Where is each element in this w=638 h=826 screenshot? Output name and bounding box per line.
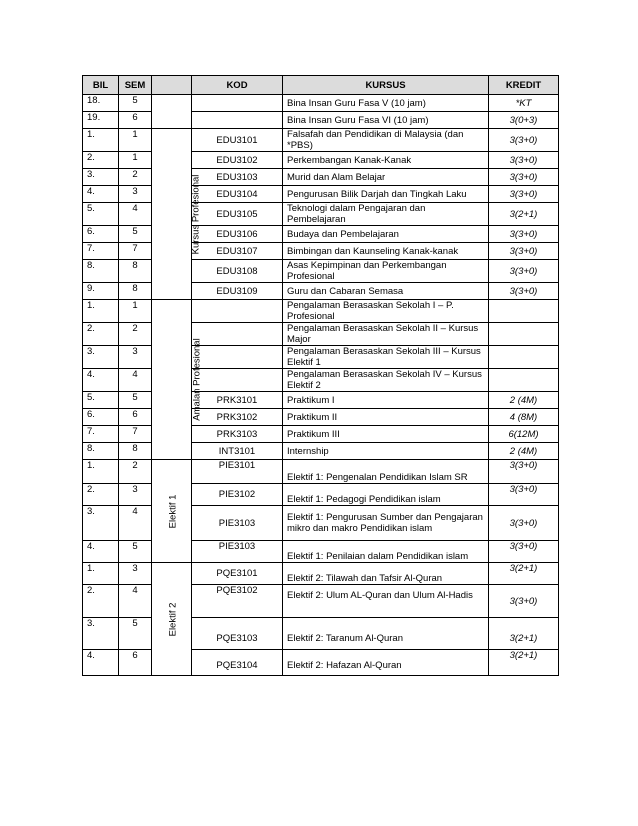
kredit-cell xyxy=(489,346,559,369)
bil-cell: 1. xyxy=(83,300,119,323)
bil-cell: 7. xyxy=(83,426,119,443)
kursus-cell: Pengalaman Berasaskan Sekolah III – Kursus Elektif 1 xyxy=(283,346,489,369)
kursus-cell: Murid dan Alam Belajar xyxy=(283,169,489,186)
kredit-cell: 3(3+0) xyxy=(489,169,559,186)
bil-cell: 19. xyxy=(83,112,119,129)
header-kod: KOD xyxy=(192,76,283,95)
bil-cell: 8. xyxy=(83,443,119,460)
sem-cell: 3 xyxy=(119,484,152,506)
kod-cell: PIE3103 xyxy=(192,506,283,541)
group-label: Amalan Profesional xyxy=(191,338,203,421)
kredit-cell xyxy=(489,369,559,392)
sem-cell: 3 xyxy=(119,563,152,585)
sem-cell: 1 xyxy=(119,300,152,323)
kod-cell: PQE3101 xyxy=(192,563,283,585)
group-elektif-1 xyxy=(152,460,192,563)
sem-cell: 4 xyxy=(119,506,152,541)
kursus-cell: Pengalaman Berasaskan Sekolah II – Kursus Major xyxy=(283,323,489,346)
sem-cell: 7 xyxy=(119,243,152,260)
kod-cell: EDU3101 xyxy=(192,129,283,152)
kursus-cell: Elektif 2: Hafazan Al-Quran xyxy=(283,650,489,676)
kod-cell: PRK3103 xyxy=(192,426,283,443)
kredit-cell: 3(3+0) xyxy=(489,129,559,152)
sem-cell: 6 xyxy=(119,650,152,676)
group-label: Elektif 1 xyxy=(167,494,179,528)
kredit-cell: 3(3+0) xyxy=(489,226,559,243)
kod-cell: PQE3102 xyxy=(192,585,283,618)
kod-cell xyxy=(192,300,283,323)
header-group xyxy=(152,76,192,95)
kredit-cell: 3(3+0) xyxy=(489,186,559,203)
bil-cell: 3. xyxy=(83,506,119,541)
kod-cell: PIE3101 xyxy=(192,460,283,484)
kod-cell: PIE3103 xyxy=(192,541,283,563)
sem-cell: 3 xyxy=(119,186,152,203)
sem-cell: 8 xyxy=(119,260,152,283)
kursus-cell: Budaya dan Pembelajaran xyxy=(283,226,489,243)
kod-cell: PQE3103 xyxy=(192,618,283,650)
sem-cell: 6 xyxy=(119,409,152,426)
kredit-cell: 3(3+0) xyxy=(489,541,559,563)
kursus-cell: Asas Kepimpinan dan Perkembangan Profesional xyxy=(283,260,489,283)
bil-cell: 18. xyxy=(83,95,119,112)
bil-cell: 5. xyxy=(83,203,119,226)
sem-cell: 1 xyxy=(119,129,152,152)
table-row xyxy=(83,563,559,585)
kod-cell: PIE3102 xyxy=(192,484,283,506)
kursus-cell: Elektif 1: Pedagogi Pendidikan islam xyxy=(283,484,489,506)
sem-cell: 2 xyxy=(119,323,152,346)
table-row xyxy=(83,129,559,152)
bil-cell: 6. xyxy=(83,409,119,426)
kod-cell xyxy=(192,112,283,129)
sem-cell: 4 xyxy=(119,203,152,226)
course-table xyxy=(82,75,559,676)
header-sem: SEM xyxy=(119,76,152,95)
bil-cell: 6. xyxy=(83,226,119,243)
sem-cell: 5 xyxy=(119,226,152,243)
kursus-cell: Pengurusan Bilik Darjah dan Tingkah Laku xyxy=(283,186,489,203)
kursus-cell: Bina Insan Guru Fasa V (10 jam) xyxy=(283,95,489,112)
bil-cell: 4. xyxy=(83,369,119,392)
kredit-cell: 2 (4M) xyxy=(489,392,559,409)
sem-cell: 7 xyxy=(119,426,152,443)
kredit-cell: 6(12M) xyxy=(489,426,559,443)
kod-cell: EDU3107 xyxy=(192,243,283,260)
bil-cell: 4. xyxy=(83,186,119,203)
kod-cell: EDU3105 xyxy=(192,203,283,226)
kursus-cell: Elektif 2: Ulum AL-Quran dan Ulum Al-Hadis xyxy=(283,585,489,618)
group-label: Kursus Profesional xyxy=(190,174,202,254)
bil-cell: 5. xyxy=(83,392,119,409)
kod-cell: EDU3109 xyxy=(192,283,283,300)
sem-cell: 2 xyxy=(119,169,152,186)
bil-cell: 1. xyxy=(83,129,119,152)
group-elektif-2 xyxy=(152,563,192,676)
group-amalan-profesional xyxy=(152,300,203,460)
sem-cell: 3 xyxy=(119,346,152,369)
kursus-cell: Praktikum III xyxy=(283,426,489,443)
header-bil: BIL xyxy=(83,76,119,95)
bil-cell: 4. xyxy=(83,650,119,676)
sem-cell: 4 xyxy=(119,585,152,618)
kredit-cell: 3(3+0) xyxy=(489,506,559,541)
bil-cell: 3. xyxy=(83,346,119,369)
sem-cell: 8 xyxy=(119,283,152,300)
kredit-cell: 3(2+1) xyxy=(489,618,559,650)
group-cell-empty xyxy=(152,95,192,129)
kredit-cell: 3(2+1) xyxy=(489,650,559,676)
kursus-cell: Elektif 2: Tilawah dan Tafsir Al-Quran xyxy=(283,563,489,585)
kursus-cell: Bimbingan dan Kaunseling Kanak-kanak xyxy=(283,243,489,260)
bil-cell: 2. xyxy=(83,585,119,618)
group-label: Elektif 2 xyxy=(167,602,179,636)
bil-cell: 3. xyxy=(83,169,119,186)
bil-cell: 4. xyxy=(83,541,119,563)
bil-cell: 2. xyxy=(83,484,119,506)
kod-cell: INT3101 xyxy=(192,443,283,460)
kredit-cell: 3(3+0) xyxy=(489,243,559,260)
kod-cell xyxy=(192,95,283,112)
sem-cell: 4 xyxy=(119,369,152,392)
kod-cell: PQE3104 xyxy=(192,650,283,676)
kursus-cell: Praktikum I xyxy=(283,392,489,409)
kredit-cell: 3(3+0) xyxy=(489,484,559,506)
sem-cell: 6 xyxy=(119,112,152,129)
sem-cell: 1 xyxy=(119,152,152,169)
kredit-cell: 3(3+0) xyxy=(489,260,559,283)
kod-cell xyxy=(192,369,283,392)
bil-cell: 7. xyxy=(83,243,119,260)
kursus-cell: Guru dan Cabaran Semasa xyxy=(283,283,489,300)
kursus-cell: Praktikum II xyxy=(283,409,489,426)
kod-cell xyxy=(192,323,283,346)
sem-cell: 2 xyxy=(119,460,152,484)
kod-cell: PRK3101 xyxy=(192,392,283,409)
kod-cell: EDU3104 xyxy=(192,186,283,203)
kredit-cell: 4 (8M) xyxy=(489,409,559,426)
bil-cell: 9. xyxy=(83,283,119,300)
kredit-cell: 3(3+0) xyxy=(489,585,559,618)
sem-cell: 5 xyxy=(119,95,152,112)
header-kredit: KREDIT xyxy=(489,76,559,95)
bil-cell: 3. xyxy=(83,618,119,650)
kod-cell: EDU3103 xyxy=(192,169,283,186)
table-row xyxy=(83,460,559,484)
kredit-cell xyxy=(489,300,559,323)
kursus-cell: Elektif 2: Taranum Al-Quran xyxy=(283,618,489,650)
header-row xyxy=(83,76,559,95)
kursus-cell: Pengalaman Berasaskan Sekolah IV – Kursus Elektif 2 xyxy=(283,369,489,392)
kredit-cell: 3(3+0) xyxy=(489,152,559,169)
kod-cell xyxy=(192,346,283,369)
kursus-cell: Teknologi dalam Pengajaran dan Pembelajaran xyxy=(283,203,489,226)
bil-cell: 1. xyxy=(83,460,119,484)
bil-cell: 2. xyxy=(83,152,119,169)
kredit-cell: 3(2+1) xyxy=(489,563,559,585)
sem-cell: 5 xyxy=(119,392,152,409)
kursus-cell: Elektif 1: Pengurusan Sumber dan Pengajaran mikro dan makro Pendidikan islam xyxy=(283,506,489,541)
bil-cell: 2. xyxy=(83,323,119,346)
kod-cell: EDU3108 xyxy=(192,260,283,283)
kursus-cell: Perkembangan Kanak-Kanak xyxy=(283,152,489,169)
kod-cell: EDU3106 xyxy=(192,226,283,243)
kod-cell: EDU3102 xyxy=(192,152,283,169)
bil-cell: 8. xyxy=(83,260,119,283)
kursus-cell: Pengalaman Berasaskan Sekolah I – P. Profesional xyxy=(283,300,489,323)
table-row xyxy=(83,300,559,323)
group-kursus-profesional xyxy=(152,129,202,300)
kursus-cell: Elektif 1: Penilaian dalam Pendidikan islam xyxy=(283,541,489,563)
sem-cell: 5 xyxy=(119,541,152,563)
header-kursus: KURSUS xyxy=(283,76,489,95)
sem-cell: 8 xyxy=(119,443,152,460)
kredit-cell xyxy=(489,323,559,346)
kredit-cell: *KT xyxy=(489,95,559,112)
kredit-cell: 2 (4M) xyxy=(489,443,559,460)
kursus-cell: Falsafah dan Pendidikan di Malaysia (dan *PBS) xyxy=(283,129,489,152)
kursus-cell: Bina Insan Guru Fasa VI (10 jam) xyxy=(283,112,489,129)
kod-cell: PRK3102 xyxy=(192,409,283,426)
kredit-cell: 3(0+3) xyxy=(489,112,559,129)
table-row xyxy=(83,95,559,112)
kredit-cell: 3(2+1) xyxy=(489,203,559,226)
kursus-cell: Internship xyxy=(283,443,489,460)
sem-cell: 5 xyxy=(119,618,152,650)
kredit-cell: 3(3+0) xyxy=(489,460,559,484)
kursus-cell: Elektif 1: Pengenalan Pendidikan Islam SR xyxy=(283,460,489,484)
kredit-cell: 3(3+0) xyxy=(489,283,559,300)
bil-cell: 1. xyxy=(83,563,119,585)
